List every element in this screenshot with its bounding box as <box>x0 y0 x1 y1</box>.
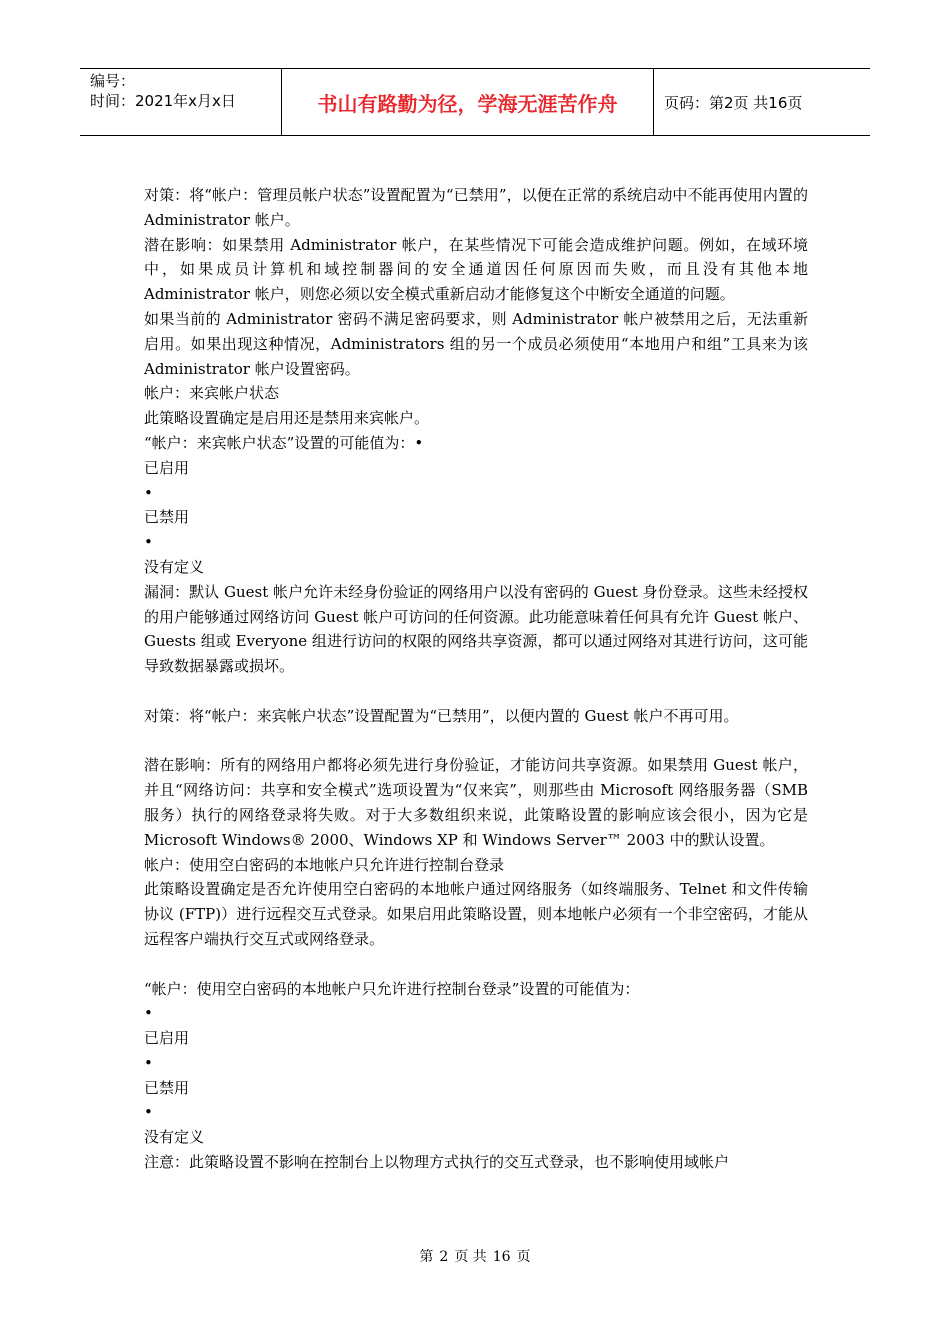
paragraph: “帐户：使用空白密码的本地帐户只允许进行控制台登录”设置的可能值为： <box>144 979 640 998</box>
paragraph: • <box>144 1053 153 1072</box>
paragraph: 潜在影响：所有的网络用户都将必须先进行身份验证，才能访问共享资源。如果禁用 Guest 帐户，并且“网络访问：共享和安全模式”选项设置为“仅来宾”，则那些由 Microsoft 网络服务器（SMB 服务）执行的网络登录将失败。对于大多数组织来说，此策略设置的影响应该会很小，因为它是 Microsoft Windows® 2000、Windows XP 和 Windows Server™ 2003 中的默认设置。 <box>144 756 808 849</box>
paragraph-gap <box>144 952 808 977</box>
paragraph: 注意：此策略设置不影响在控制台上以物理方式执行的交互式登录，也不影响使用域帐户 <box>144 1153 730 1172</box>
paragraph: • <box>144 533 153 552</box>
paragraph: “帐户：来宾帐户状态”设置的可能值为：• <box>144 433 424 452</box>
paragraph: 帐户：来宾帐户状态 <box>144 384 280 403</box>
footer-prefix: 第 <box>419 1249 434 1265</box>
paragraph: 已启用 <box>144 458 190 477</box>
header-motto: 书山有路勤为径，学海无涯苦作舟 <box>282 69 654 135</box>
paragraph: 对策：将“帐户：管理员帐户状态”设置配置为“已禁用”，以便在正常的系统启动中不能再使用内置的 Administrator 帐户。 <box>144 186 808 229</box>
header-page-info: 页码：第2页 共16页 <box>664 93 803 112</box>
paragraph-gap <box>144 729 808 754</box>
paragraph: 此策略设置确定是启用还是禁用来宾帐户。 <box>144 409 430 428</box>
number-label: 编号： <box>90 72 136 90</box>
paragraph: 已禁用 <box>144 1078 190 1097</box>
footer-page: 2 <box>439 1249 449 1265</box>
paragraph: 漏洞：默认 Guest 帐户允许未经身份验证的网络用户以没有密码的 Guest 身份登录。这些未经授权的用户能够通过网络访问 Guest 帐户可访问的任何资源。此功能意味着任何具有允许 Guest 帐户、Guests 组或 Everyone 组进行访问的权限的网络共享资源，都可以通过网络对其进行访问，这可能导致数据暴露或损坏。 <box>144 582 808 676</box>
paragraph: 已启用 <box>144 1029 190 1048</box>
paragraph: 没有定义 <box>144 1128 205 1147</box>
paragraph: • <box>144 483 153 502</box>
time-label: 时间：2021年x月x日 <box>90 92 236 110</box>
page-header <box>80 68 870 136</box>
paragraph: • <box>144 1103 153 1122</box>
footer-suffix: 页 <box>516 1249 531 1265</box>
paragraph: 此策略设置确定是否允许使用空白密码的本地帐户通过网络服务（如终端服务、Telnet 和文件传输协议 (FTP)）进行远程交互式登录。如果启用此策略设置，则本地帐户必须有一个非空密码，才能从远程客户端执行交互式或网络登录。 <box>144 880 808 948</box>
paragraph: 对策：将“帐户：来宾帐户状态”设置配置为“已禁用”，以便内置的 Guest 帐户不再可用。 <box>144 706 739 725</box>
footer-total: 16 <box>492 1249 511 1265</box>
page-footer <box>0 1246 950 1266</box>
paragraph: 帐户：使用空白密码的本地帐户只允许进行控制台登录 <box>144 855 505 874</box>
paragraph: • <box>144 1004 153 1023</box>
paragraph: 已禁用 <box>144 508 190 527</box>
paragraph: 如果当前的 Administrator 密码不满足密码要求，则 Administrator 帐户被禁用之后，无法重新启用。如果出现这种情况，Administrators 组的另一个成员必须使用“本地用户和组”工具来为该 Administrator 帐户设置密码。 <box>144 309 808 378</box>
paragraph: 潜在影响：如果禁用 Administrator 帐户，在某些情况下可能会造成维护问题。例如，在域环境中，如果成员计算机和域控制器间的安全通道因任何原因而失败，而且没有其他本地 Administrator 帐户，则您必须以安全模式重新启动才能修复这个中断安全通道的问题。 <box>144 235 808 304</box>
paragraph: 没有定义 <box>144 557 205 576</box>
paragraph-gap <box>144 679 808 704</box>
header-meta <box>80 69 282 135</box>
document-body <box>144 183 808 1175</box>
footer-middle: 页 共 <box>454 1249 487 1265</box>
